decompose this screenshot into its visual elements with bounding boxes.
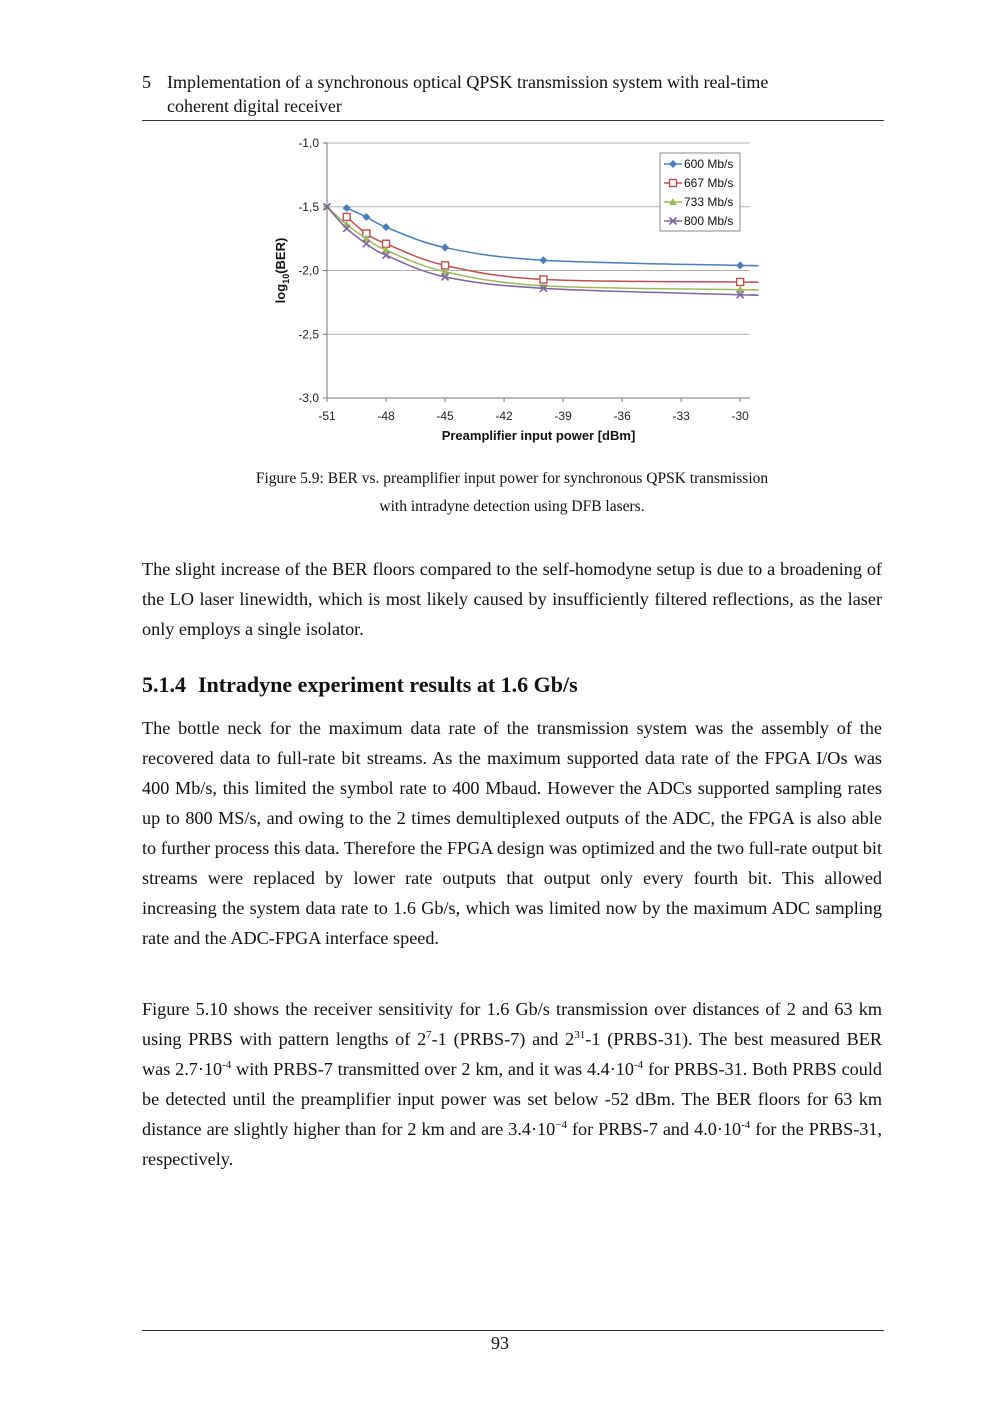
ber-chart	[265, 128, 765, 458]
data-point	[362, 213, 370, 221]
figure-caption-line1: Figure 5.9: BER vs. preamplifier input power for synchronous QPSK transmission	[255, 470, 769, 487]
data-point	[736, 261, 744, 269]
p3-text-4: with PRBS-7 transmitted over 2 km, and it was 4.4·10	[231, 1059, 634, 1079]
x-tick-label: -33	[672, 409, 690, 423]
x-tick-label: -42	[495, 409, 513, 423]
data-point	[539, 256, 547, 264]
data-point	[441, 244, 449, 252]
y-tick-label: -1,5	[298, 199, 319, 214]
p3-sup-5: −4	[555, 1118, 567, 1131]
data-point	[343, 204, 351, 212]
x-tick-label: -45	[436, 409, 454, 423]
data-point	[343, 213, 350, 220]
chapter-title-line1: Implementation of a synchronous optical QPSK transmission system with real-time	[167, 72, 769, 92]
paragraph-2: The bottle neck for the maximum data rate of the transmission system was the assembly of the recovered data to full-rate bit streams. As the maximum supported data rate of the FPGA I/Os was 400 Mb/s, this limited the symbol rate to 400 Mbaud. However the ADCs supported sampling rates up to 800 MS/s, and owing to the 2 times demultiplexed outputs of the ADC, the FPGA is also able to further process this data. Therefore the FPGA design was optimized and the two full-rate output bit streams were replaced by lower rate outputs that output only every fourth bit. This allowed increasing the system data rate to 1.6 Gb/s, which was limited now by the maximum ADC sampling rate and the ADC-FPGA interface speed.	[142, 718, 882, 948]
p3-sup-4: -4	[634, 1058, 644, 1071]
y-tick-label: -2,5	[298, 327, 319, 342]
paragraph-3	[142, 994, 882, 1174]
p3-text-7: for the PRBS-31, respectively.	[142, 1119, 883, 1169]
x-axis-label: Preamplifier input power [dBm]	[441, 428, 636, 443]
p3-sup-1: 7	[426, 1028, 432, 1041]
x-tick-label: -36	[613, 409, 631, 423]
y-tick-label: -2,0	[298, 263, 319, 278]
section-number: 5.1.4	[142, 672, 186, 697]
x-tick-label: -51	[318, 409, 336, 423]
legend-label: 800 Mb/s	[684, 214, 734, 228]
chapter-title-line2: coherent digital receiver	[167, 96, 342, 116]
running-header	[142, 70, 882, 118]
legend-marker	[670, 180, 677, 187]
x-tick-label: -48	[377, 409, 395, 423]
p3-text-3: -1 (PRBS-31). The best measured BER was 2.7·10	[142, 1029, 882, 1079]
x-tick-label: -30	[731, 409, 749, 423]
figure-caption	[142, 465, 882, 521]
p3-sup-3: -4	[222, 1058, 232, 1071]
y-tick-label: -3,0	[298, 391, 319, 405]
p3-sup-2: 31	[574, 1028, 586, 1041]
p3-text-5: for PRBS-31. Both PRBS could be detected until the preamplifier input power was set below -52 dBm. The BER floors for 63 km distance are slightly higher than for 2 km and are 3.4·10	[142, 1059, 882, 1139]
section-title: Intradyne experiment results at 1.6 Gb/s	[198, 672, 578, 697]
data-point	[382, 223, 390, 231]
figure-caption-line2: with intradyne detection using DFB lasers.	[379, 498, 645, 515]
legend-label: 667 Mb/s	[684, 176, 734, 190]
chapter-number: 5	[142, 72, 151, 92]
section-heading	[142, 672, 578, 698]
p3-text-2: -1 (PRBS-7) and 2	[431, 1029, 575, 1049]
p3-sup-6: -4	[741, 1118, 751, 1131]
header-rule	[142, 120, 884, 121]
y-tick-label: -1,0	[298, 136, 319, 150]
p3-text-6: for PRBS-7 and 4.0·10	[566, 1119, 742, 1139]
legend-label: 733 Mb/s	[684, 195, 734, 209]
page-number: 93	[491, 1333, 509, 1353]
paragraph-1: The slight increase of the BER floors compared to the self-homodyne setup is due to a broadening of the LO laser linewidth, which is most likely caused by insufficiently filtered reflections, as the laser only employs a single isolator.	[142, 559, 882, 639]
data-point	[737, 278, 744, 285]
footer-rule	[142, 1330, 884, 1331]
y-axis-label: $\log_{10}(BER)$	[273, 237, 291, 304]
legend-label: 600 Mb/s	[684, 157, 734, 171]
p3-text-1: Figure 5.10 shows the receiver sensitivity for 1.6 Gb/s transmission over distances of 2 and 63 km using PRBS with pattern lengths of 2	[142, 999, 882, 1049]
x-tick-label: -39	[554, 409, 572, 423]
